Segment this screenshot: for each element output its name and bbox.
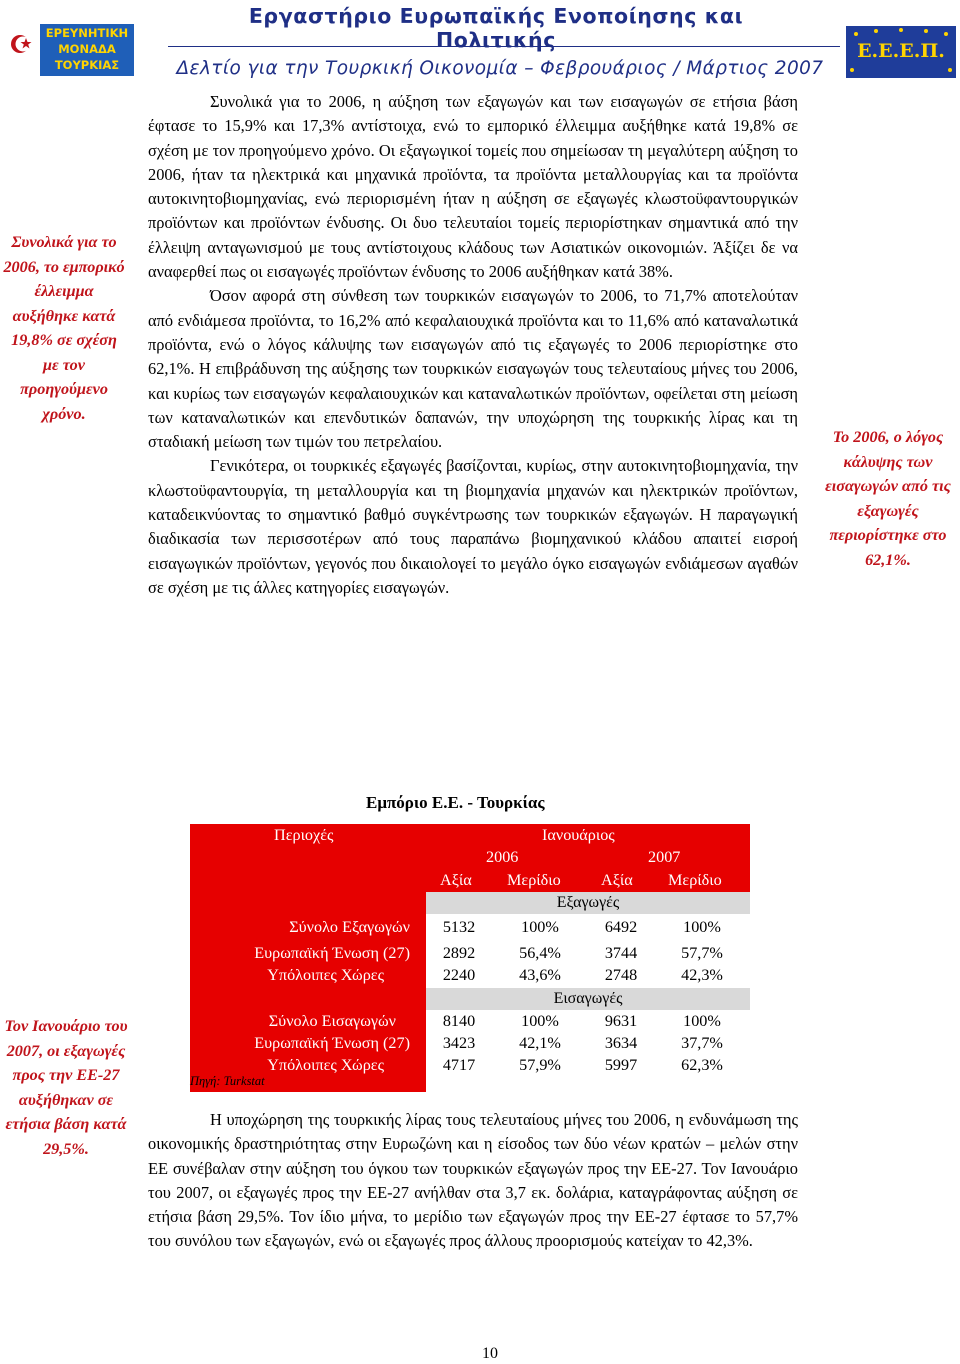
year-2007-header: 2007 — [648, 848, 681, 866]
table-cell: 56,4% — [519, 944, 561, 962]
table-cell: 42,3% — [681, 966, 723, 984]
logo-line-2: ΜΟΝΑΔΑ — [58, 42, 116, 56]
table-cell: 4717 — [442, 1056, 476, 1074]
closing-text — [148, 1108, 798, 1254]
trade-table — [190, 824, 750, 1092]
table-cell: 9631 — [604, 1012, 638, 1030]
research-unit-logo — [6, 24, 134, 76]
table-cell: 43,6% — [519, 966, 561, 984]
row-label: Υπόλοιπες Χώρες — [267, 1056, 384, 1074]
logo-line-1: ΕΡΕΥΝΗΤΙΚΗ — [45, 26, 129, 40]
table-cell: 3744 — [604, 944, 638, 962]
table-cell: 3634 — [604, 1034, 638, 1052]
row-label: Σύνολο Εισαγωγών — [268, 1012, 396, 1030]
row-label: Σύνολο Εξαγωγών — [289, 918, 410, 936]
year-2006-header: 2006 — [486, 848, 519, 866]
side-note-trade-deficit: Συνολικά για το 2006, το εμπορικό έλλειμμα αυξήθηκε κατά 19,8% σε σχέση με τον προηγούμενο χρόνο. — [3, 233, 125, 423]
row-label: Ευρωπαϊκή Ένωση (27) — [254, 944, 410, 962]
eeep-logo — [846, 26, 956, 78]
table-cell: 5997 — [604, 1056, 638, 1074]
share-2006-header: Μερίδιο — [507, 871, 561, 889]
lab-title: Εργαστήριο Ευρωπαϊκής Ενοποίησης και Πολιτικής — [248, 4, 744, 52]
table-cell: 5132 — [442, 918, 476, 936]
table-cell: 100% — [683, 1012, 721, 1030]
paragraph-3: Γενικότερα, οι τουρκικές εξαγωγές βασίζονται, κυρίως, στην αυτοκινητοβιομηχανία, την κλωστοϋφαντουργία, τη μεταλλουργία και τη βιομηχανία μηχανών και ηλεκτρικών προϊόντων, καταδεικνύοντας το σημαντικό βαθμό συγκέντρωσης των τουρκικών εξαγωγών. Η παραγωγική διαδικασία των περισσοτέρων από τους παραπάνω βιομηχανικού κλάδου απαιτεί εισροή εισαγωγικών προϊόντων, γεγονός που δικαιολογεί το μεγάλο όγκο εισαγωγών ενδιάμεσων αγαθών σε σχέση με τις άλλες κατηγορίες εισαγωγών. — [148, 456, 798, 597]
table-source: Πηγή: Turkstat — [190, 1074, 265, 1088]
main-text — [148, 90, 798, 600]
side-note-eu27-exports: Τον Ιανουάριο του 2007, οι εξαγωγές προς την ΕΕ-27 αυξήθηκαν σε ετήσια βάση κατά 29,5%. — [4, 1017, 128, 1158]
bulletin-subtitle: Δελτίο για την Τουρκική Οικονομία – Φεβρουάριος / Μάρτιος 2007 — [176, 58, 824, 79]
table-cell: 37,7% — [681, 1034, 723, 1052]
month-header: Ιανουάριος — [542, 826, 615, 844]
side-note-coverage-ratio: Το 2006, ο λόγος κάλυψης των εισαγωγών από τις εξαγωγές περιορίστηκε στο 62,1%. — [825, 428, 951, 569]
paragraph-closing: Η υποχώρηση της τουρκικής λίρας τους τελευταίους μήνες του 2006, η ενδυνάμωση της οικονομικής δραστηριότητας στην Ευρωζώνη και η είσοδος των δύο νέων κρατών – μελών στην ΕΕ συνέβαλαν στην αύξηση του όγκου των τουρκικών εξαγωγών προς την ΕΕ-27. Τον Ιανουάριο του 2007, οι εξαγωγές προς την ΕΕ-27 ανήλθαν στα 3,7 εκ. δολάρια, καταγράφοντας αύξηση σε ετήσια βάση 29,5%. Τον ίδιο μήνα, το μερίδιο των εξαγωγών προς την ΕΕ-27 έφτασε το 57,7% του συνόλου των εξαγωγών, ενώ οι εξαγωγές προς άλλους προορισμούς κατείχαν το 42,3%. — [148, 1110, 798, 1251]
header-divider — [168, 46, 840, 47]
region-header: Περιοχές — [274, 826, 334, 844]
table-cell: 2240 — [442, 966, 476, 984]
table-cell: 100% — [521, 1012, 559, 1030]
share-2007-header: Μερίδιο — [668, 871, 722, 889]
table-cell: 2748 — [604, 966, 638, 984]
page-number: 10 — [482, 1345, 498, 1362]
table-cell: 8140 — [442, 1012, 476, 1030]
paragraph-1: Συνολικά για το 2006, η αύξηση των εξαγωγών και των εισαγωγών σε ετήσια βάση έφτασε το 15,9% και 17,3% αντίστοιχα, ενώ το εμπορικό έλλειμμα αυξήθηκε κατά 19,8% σε σχέση με τον προηγούμενο χρόνο. Οι εξαγωγικοί τομείς που σημείωσαν τη μεγαλύτερη αύξηση το 2006, ήταν τα ηλεκτρικά και μηχανικά προϊόντα, τα προϊόντα μεταλλουργίας και τα προϊόντα αυτοκινητοβιομηχανίας, ενώ περιορισμένη ήταν η αύξηση σε εξαγωγές κλωστοϋφαντουργικών προϊόντων και προϊόντων ένδυσης. Οι δυο τελευταίοι τομείς περιορίστηκαν σημαντικά από την έλλειψη ανταγωνισμού με τους αντίστοιχους κλάδους των Ασιατικών οικονομιών. Άξίζει δε να αναφερθεί πως οι εισαγωγές προϊόντων ένδυσης το 2006 αυξήθηκαν κατά 38%. — [148, 92, 798, 282]
row-label: Ευρωπαϊκή Ένωση (27) — [254, 1034, 410, 1052]
value-2006-header: Αξία — [440, 871, 472, 889]
value-2007-header: Αξία — [601, 871, 633, 889]
table-title: Εμπόριο Ε.Ε. - Τουρκίας — [366, 793, 545, 812]
exports-section-header: Εξαγωγές — [426, 892, 750, 914]
logo-line-3: ΤΟΥΡΚΙΑΣ — [54, 58, 120, 72]
table-cell: 6492 — [604, 918, 638, 936]
table-cell: 62,3% — [681, 1056, 723, 1074]
table-cell: 100% — [521, 918, 559, 936]
table-cell: 2892 — [442, 944, 476, 962]
row-label: Υπόλοιπες Χώρες — [267, 966, 384, 984]
table-cell: 57,9% — [519, 1056, 561, 1074]
table-cell: 42,1% — [519, 1034, 561, 1052]
table-cell: 100% — [683, 918, 721, 936]
imports-section-header: Εισαγωγές — [426, 988, 750, 1010]
eeep-logo-text: Ε.Ε.Ε.Π. — [857, 40, 945, 62]
table-cell: 57,7% — [681, 944, 723, 962]
paragraph-2: Όσον αφορά στη σύνθεση των τουρκικών εισαγωγών το 2006, το 71,7% αποτελούταν από ενδιάμεσα προϊόντα, το 16,2% από κεφαλαιουχικά προϊόντα και το 11,6% από καταναλωτικά προϊόντα, ενώ ο λόγος κάλυψης των εισαγωγών από τις εξαγωγές το 2006 περιορίστηκε στο 62,1%. Η επιβράδυνση της αύξησης των τουρκικών εισαγωγών τους τελευταίους μήνες του 2006, και κυρίως των εισαγωγών κεφαλαιουχικών και καταναλωτικών προϊόντων, οφείλεται στη μείωση των καταναλωτικών και επενδυτικών δαπανών, την υποχώρηση της τουρκικής λίρας και τη σταδιακή μείωση των τιμών του πετρελαίου. — [148, 286, 798, 452]
table-cell: 3423 — [442, 1034, 476, 1052]
